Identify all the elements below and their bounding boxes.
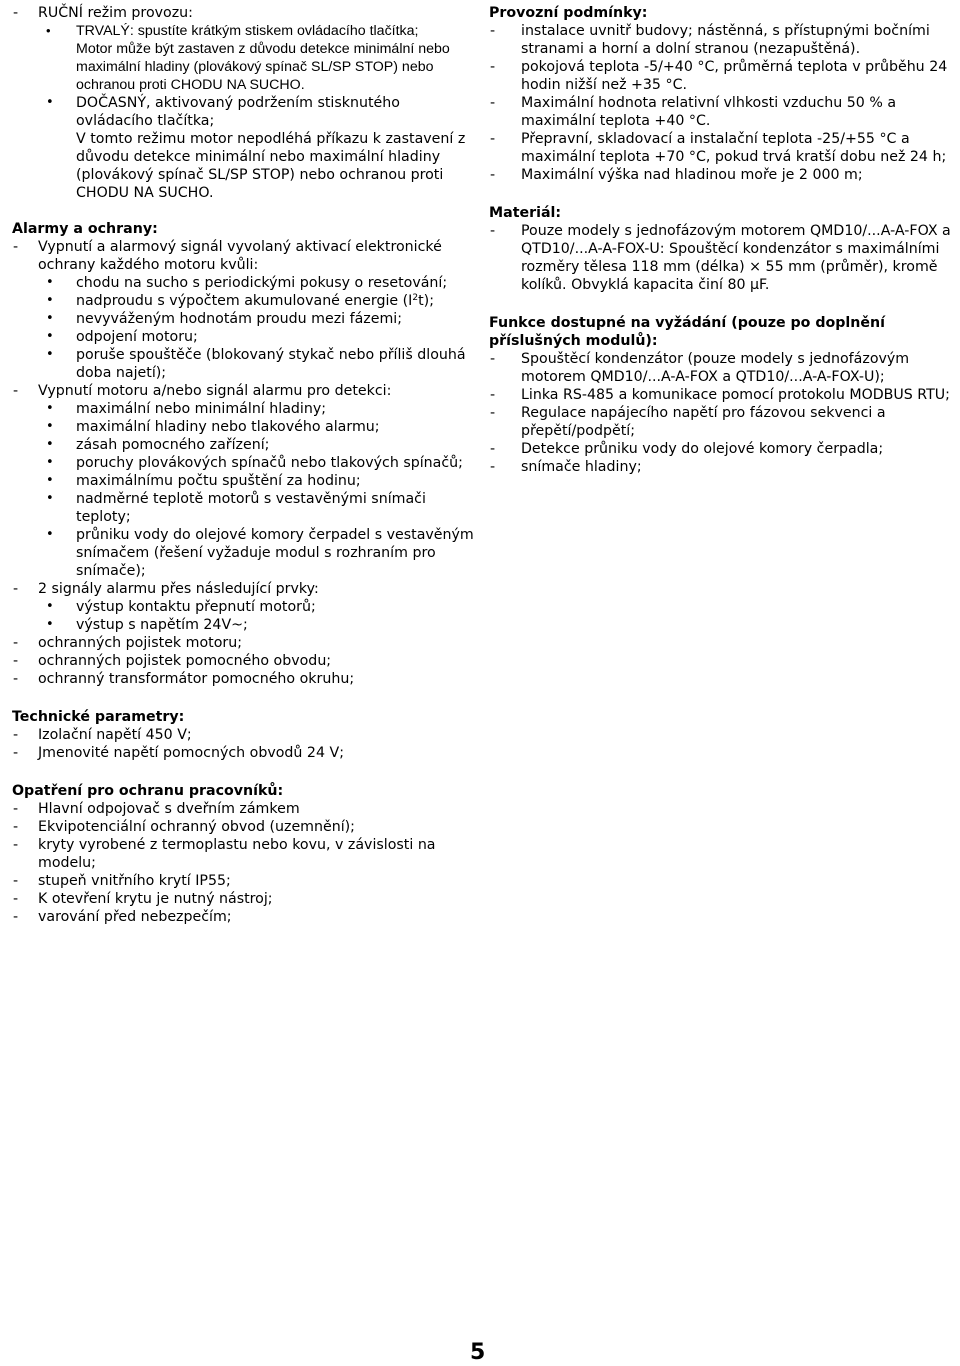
optional-item: - Detekce průniku vody do olejové komory čerpadla; (489, 440, 951, 458)
operating-conditions-heading: Provozní podmínky: (489, 5, 648, 21)
manual-temporary-text: • DOČASNÝ, aktivovaný podržením stisknutého ovládacího tlačítka; (76, 95, 400, 129)
signal-bullet: • výstup s napětím 24V~; (12, 616, 478, 634)
alarms-item-5: - ochranných pojistek pomocného obvodu; (12, 652, 478, 670)
manual-permanent-item (12, 22, 478, 94)
operating-item: - pokojová teplota -5/+40 °C, průměrná teplota v průběhu 24 hodin nižší než +35 °C. (489, 58, 951, 94)
safety-item: - stupeň vnitřního krytí IP55; (12, 872, 478, 890)
alarms-item-4: - ochranných pojistek motoru; (12, 634, 478, 652)
optional-item: - Linka RS-485 a komunikace pomocí protokolu MODBUS RTU; (489, 386, 951, 404)
optional-item: - Spouštěcí kondenzátor (pouze modely s jednofázovým motorem QMD10/...A-A-FOX a QTD10/...A-A-FOX-U); (489, 350, 951, 386)
safety-item: - kryty vyrobené z termoplastu nebo kovu, v závislosti na modelu; (12, 836, 478, 872)
detection-bullet: • zásah pomocného zařízení; (12, 436, 478, 454)
detection-bullet: • maximálnímu počtu spuštění za hodinu; (12, 472, 478, 490)
manual-permanent-text: • TRVALÝ: spustíte krátkým stiskem ovládacího tlačítka; (76, 23, 419, 39)
alarms-bullet: • chodu na sucho s periodickými pokusy o resetování; (12, 274, 478, 292)
safety-item: - Ekvipotenciální ochranný obvod (uzemnění); (12, 818, 478, 836)
operating-item: - Maximální výška nad hladinou moře je 2 000 m; (489, 166, 951, 184)
detection-bullet: • nadměrné teplotě motorů s vestavěnými snímači teploty; (12, 490, 478, 526)
page-number: 5 (470, 1340, 486, 1365)
alarms-bullet-i2t (12, 292, 478, 310)
tech-param-item: - Izolační napětí 450 V; (12, 726, 478, 744)
i2t-text: nadproudu s výpočtem akumulované energie (I (76, 293, 413, 309)
safety-item: - Hlavní odpojovač s dveřním zámkem (12, 800, 478, 818)
optional-item: - Regulace napájecího napětí pro fázovou sekvenci a přepětí/podpětí; (489, 404, 951, 440)
left-column (12, 4, 478, 926)
material-heading: Materiál: (489, 205, 562, 221)
optional-functions-heading: Funkce dostupné na vyžádání (pouze po doplnění příslušných modulů): (489, 315, 885, 349)
alarms-item-6: - ochranný transformátor pomocného okruhu; (12, 670, 478, 688)
alarms-bullet: • nevyváženým hodnotám proudu mezi fázemi; (12, 310, 478, 328)
operating-item: - Maximální hodnota relativní vlhkosti vzduchu 50 % a maximální teplota +40 °C. (489, 94, 951, 130)
manual-permanent-note: Motor může být zastaven z důvodu detekce minimální nebo maximální hladiny (plovákový spínač SL/SP STOP) nebo ochranou proti CHODU NA SUCHO. (76, 41, 450, 93)
manual-temporary-note: V tomto režimu motor nepodléhá příkazu k zastavení z důvodu detekce minimální nebo maximální hladiny (plovákový spínač SL/SP STOP) nebo ochranou proti CHODU NA SUCHO. (76, 131, 466, 201)
alarms-bullet: • odpojení motoru; (12, 328, 478, 346)
safety-heading: Opatření pro ochranu pracovníků: (12, 783, 284, 799)
alarms-item-3: - 2 signály alarmu přes následující prvky: (12, 580, 478, 598)
detection-bullet: • průniku vody do olejové komory čerpadel s vestavěným snímačem (řešení vyžaduje modul s rozhraním pro snímače); (12, 526, 478, 580)
optional-item: - snímače hladiny; (489, 458, 951, 476)
safety-item: - varování před nebezpečím; (12, 908, 478, 926)
alarms-bullet: • poruše spouštěče (blokovaný stykač nebo příliš dlouhá doba najetí); (12, 346, 478, 382)
operating-item: - instalace uvnitř budovy; nástěnná, s přístupnými bočními stranami a horní a dolní stranou (nezapuštěná). (489, 22, 951, 58)
manual-mode-heading: - RUČNÍ režim provozu: (12, 4, 478, 22)
material-item: - Pouze modely s jednofázovým motorem QMD10/...A-A-FOX a QTD10/...A-A-FOX-U: Spouštěcí kondenzátor s maximálními rozměry tělesa 118 mm (délka) × 55 mm (průměr), kromě kolíků. Obvyklá kapacita činí 80 µF. (489, 222, 951, 294)
right-column (489, 4, 951, 476)
i2t-superscript: 2 (412, 293, 419, 303)
i2t-tail: t); (418, 293, 434, 309)
manual-temporary-item (12, 94, 478, 202)
alarms-item-1: - Vypnutí a alarmový signál vyvolaný aktivací elektronické ochrany každého motoru kvůli: (12, 238, 478, 274)
detection-bullet: • maximální hladiny nebo tlakového alarmu; (12, 418, 478, 436)
tech-param-item: - Jmenovité napětí pomocných obvodů 24 V; (12, 744, 478, 762)
operating-item: - Přepravní, skladovací a instalační teplota -25/+55 °C a maximální teplota +70 °C, pokud trvá kratší dobu než 24 h; (489, 130, 951, 166)
detection-bullet: • maximální nebo minimální hladiny; (12, 400, 478, 418)
safety-item: - K otevření krytu je nutný nástroj; (12, 890, 478, 908)
alarms-item-2: - Vypnutí motoru a/nebo signál alarmu pro detekci: (12, 382, 478, 400)
alarms-heading: Alarmy a ochrany: (12, 221, 158, 237)
detection-bullet: • poruchy plovákových spínačů nebo tlakových spínačů; (12, 454, 478, 472)
signal-bullet: • výstup kontaktu přepnutí motorů; (12, 598, 478, 616)
tech-params-heading: Technické parametry: (12, 709, 185, 725)
